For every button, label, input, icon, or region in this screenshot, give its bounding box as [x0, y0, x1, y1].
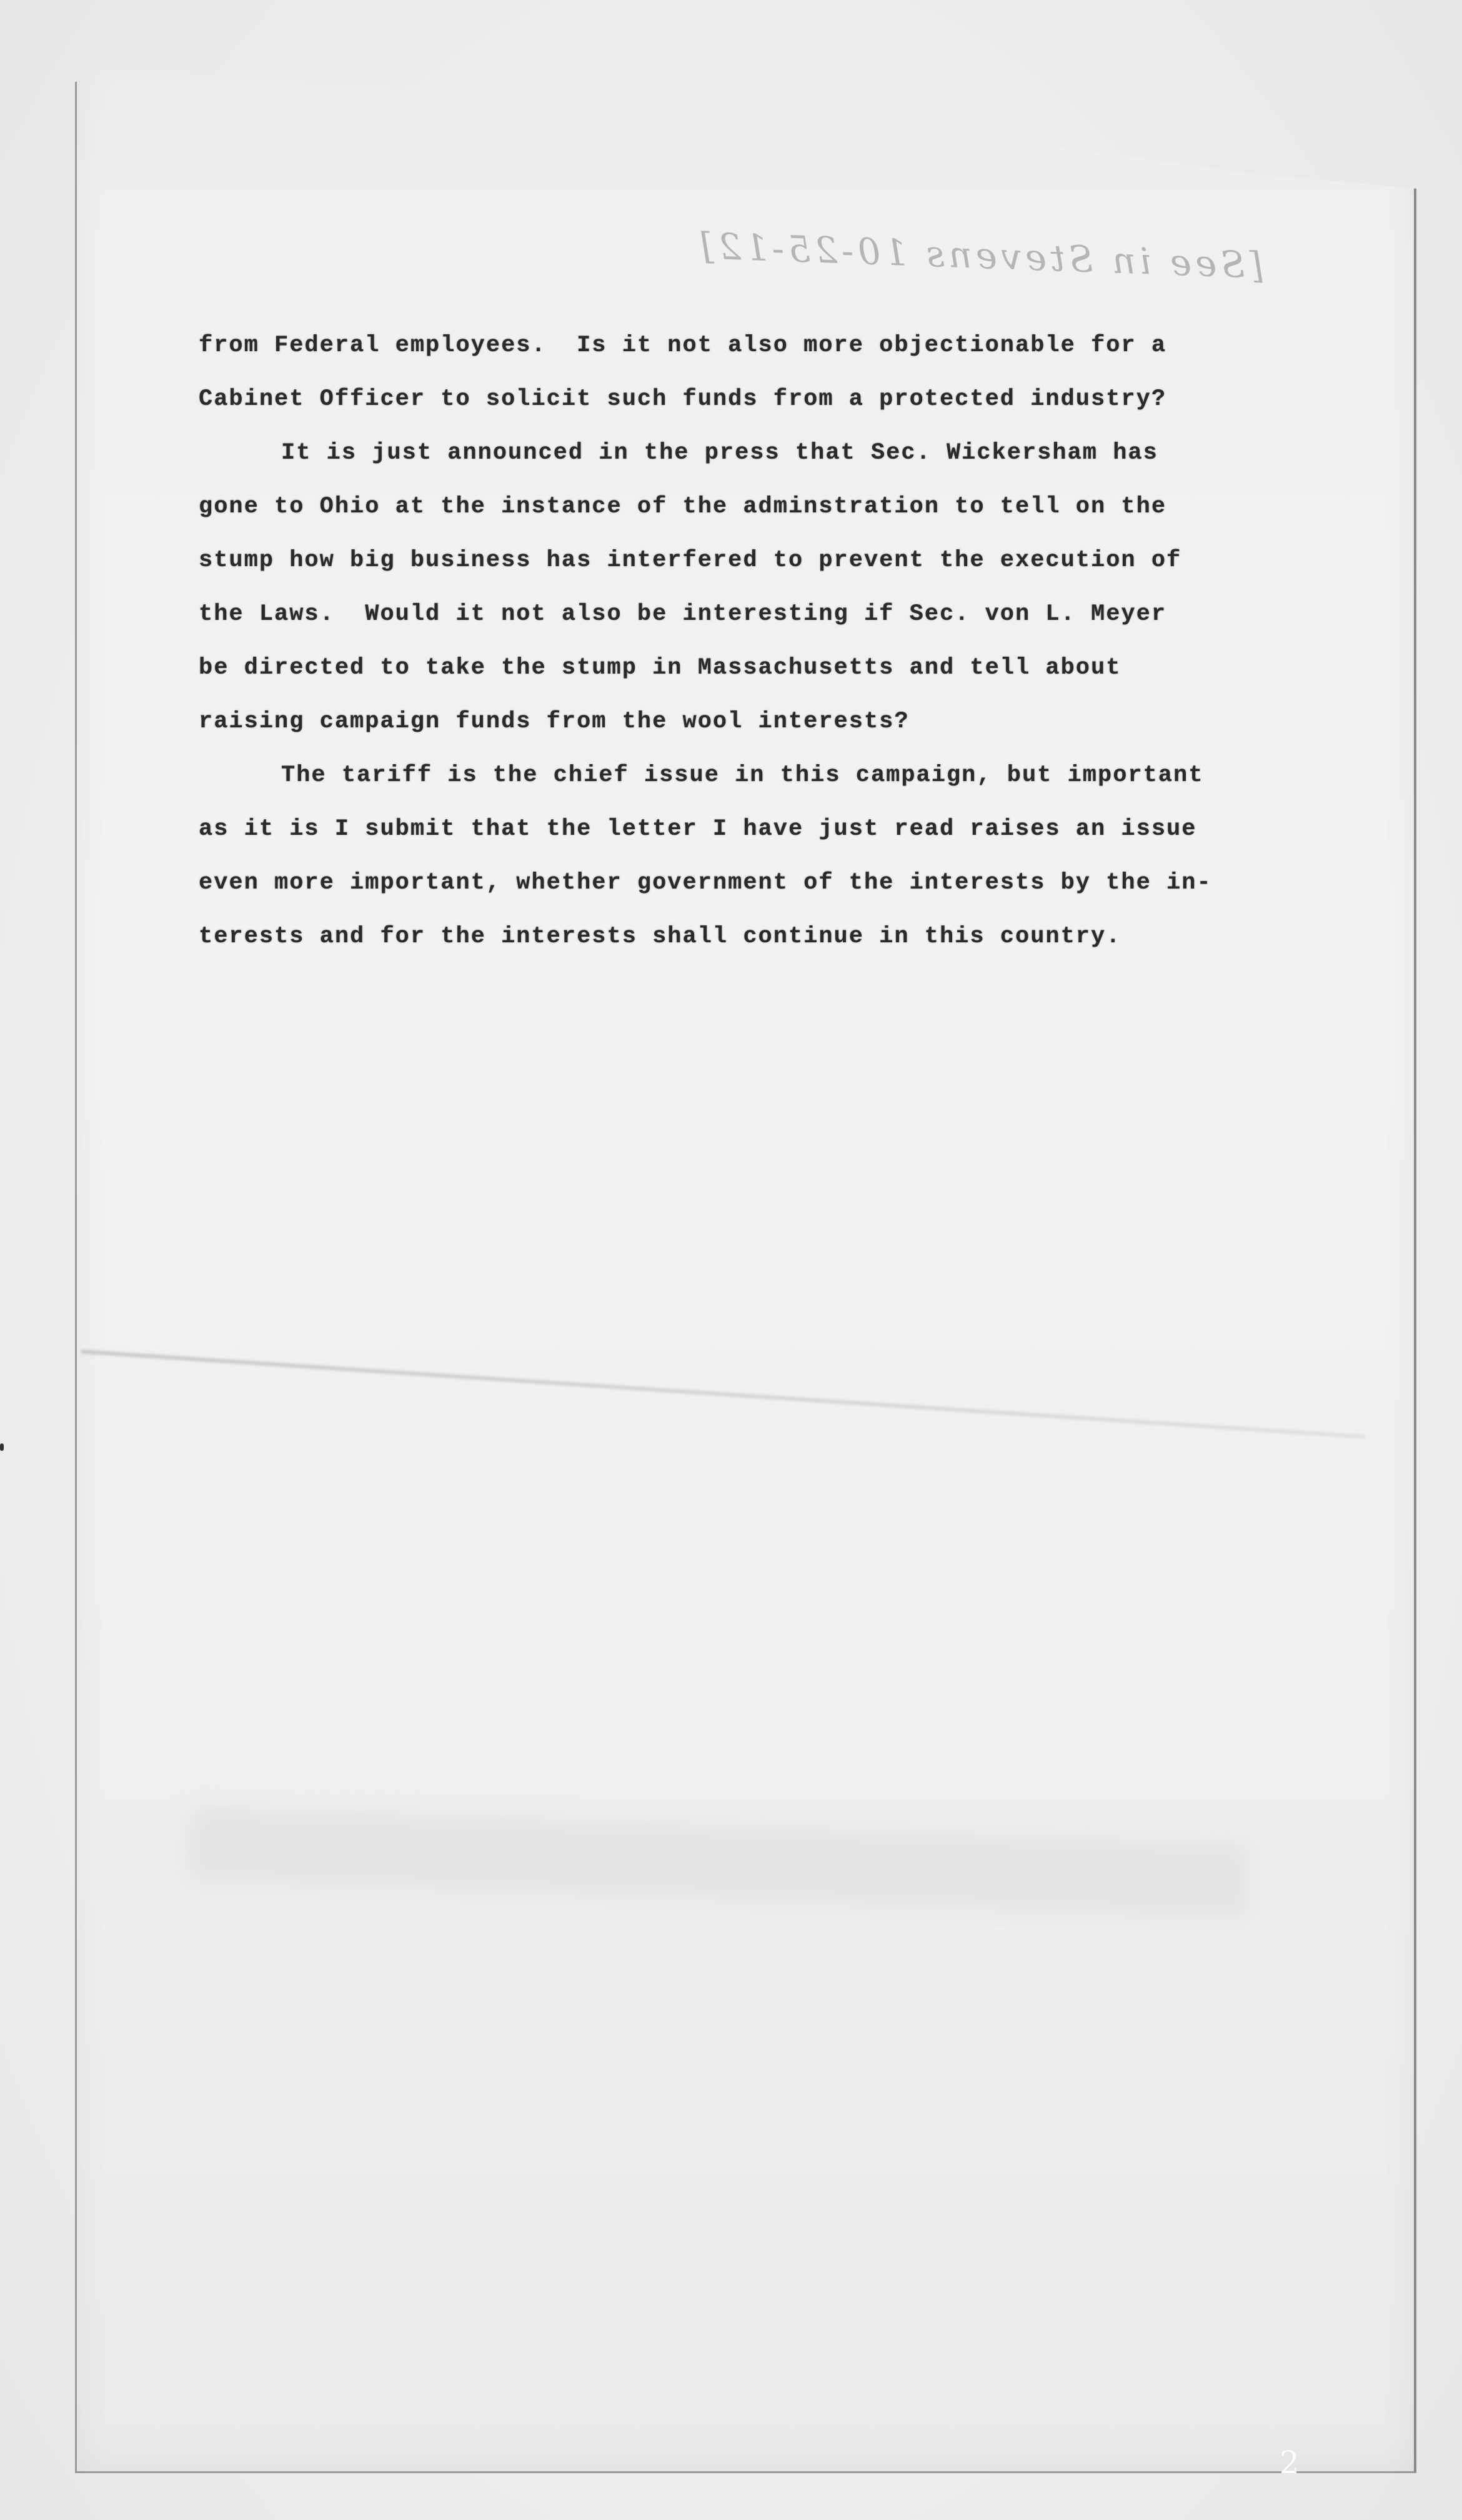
edge-mark	[0, 1443, 4, 1451]
text-line: be directed to take the stump in Massachusetts and tell about	[199, 655, 1121, 681]
text-line: even more important, whether government of the interests by the in-	[199, 870, 1212, 896]
paragraph-1	[199, 319, 1361, 426]
text-line: from Federal employees. Is it not also more objectionable for a	[199, 332, 1167, 359]
text-line: gone to Ohio at the instance of the adminstration to tell on the	[199, 494, 1167, 520]
text-line: The tariff is the chief issue in this campaign, but important	[281, 762, 1204, 789]
text-line: terests and for the interests shall continue in this country.	[199, 924, 1121, 950]
text-line: raising campaign funds from the wool interests?	[199, 709, 910, 735]
handwritten-annotation-bleedthrough: [See in Stevens 10-25-12]	[696, 224, 1264, 287]
paragraph-2	[199, 426, 1361, 749]
text-line: It is just announced in the press that Sec. Wickersham has	[281, 440, 1158, 466]
paragraph-3	[199, 749, 1361, 964]
text-line: the Laws. Would it not also be interesting if Sec. von L. Meyer	[199, 601, 1167, 627]
typed-body	[199, 319, 1361, 964]
text-line: as it is I submit that the letter I have just read raises an issue	[199, 816, 1197, 842]
text-line: stump how big business has interfered to prevent the execution of	[199, 547, 1182, 574]
text-line: Cabinet Officer to solicit such funds from a protected industry?	[199, 386, 1167, 412]
corner-page-mark: 2	[1280, 2444, 1300, 2481]
